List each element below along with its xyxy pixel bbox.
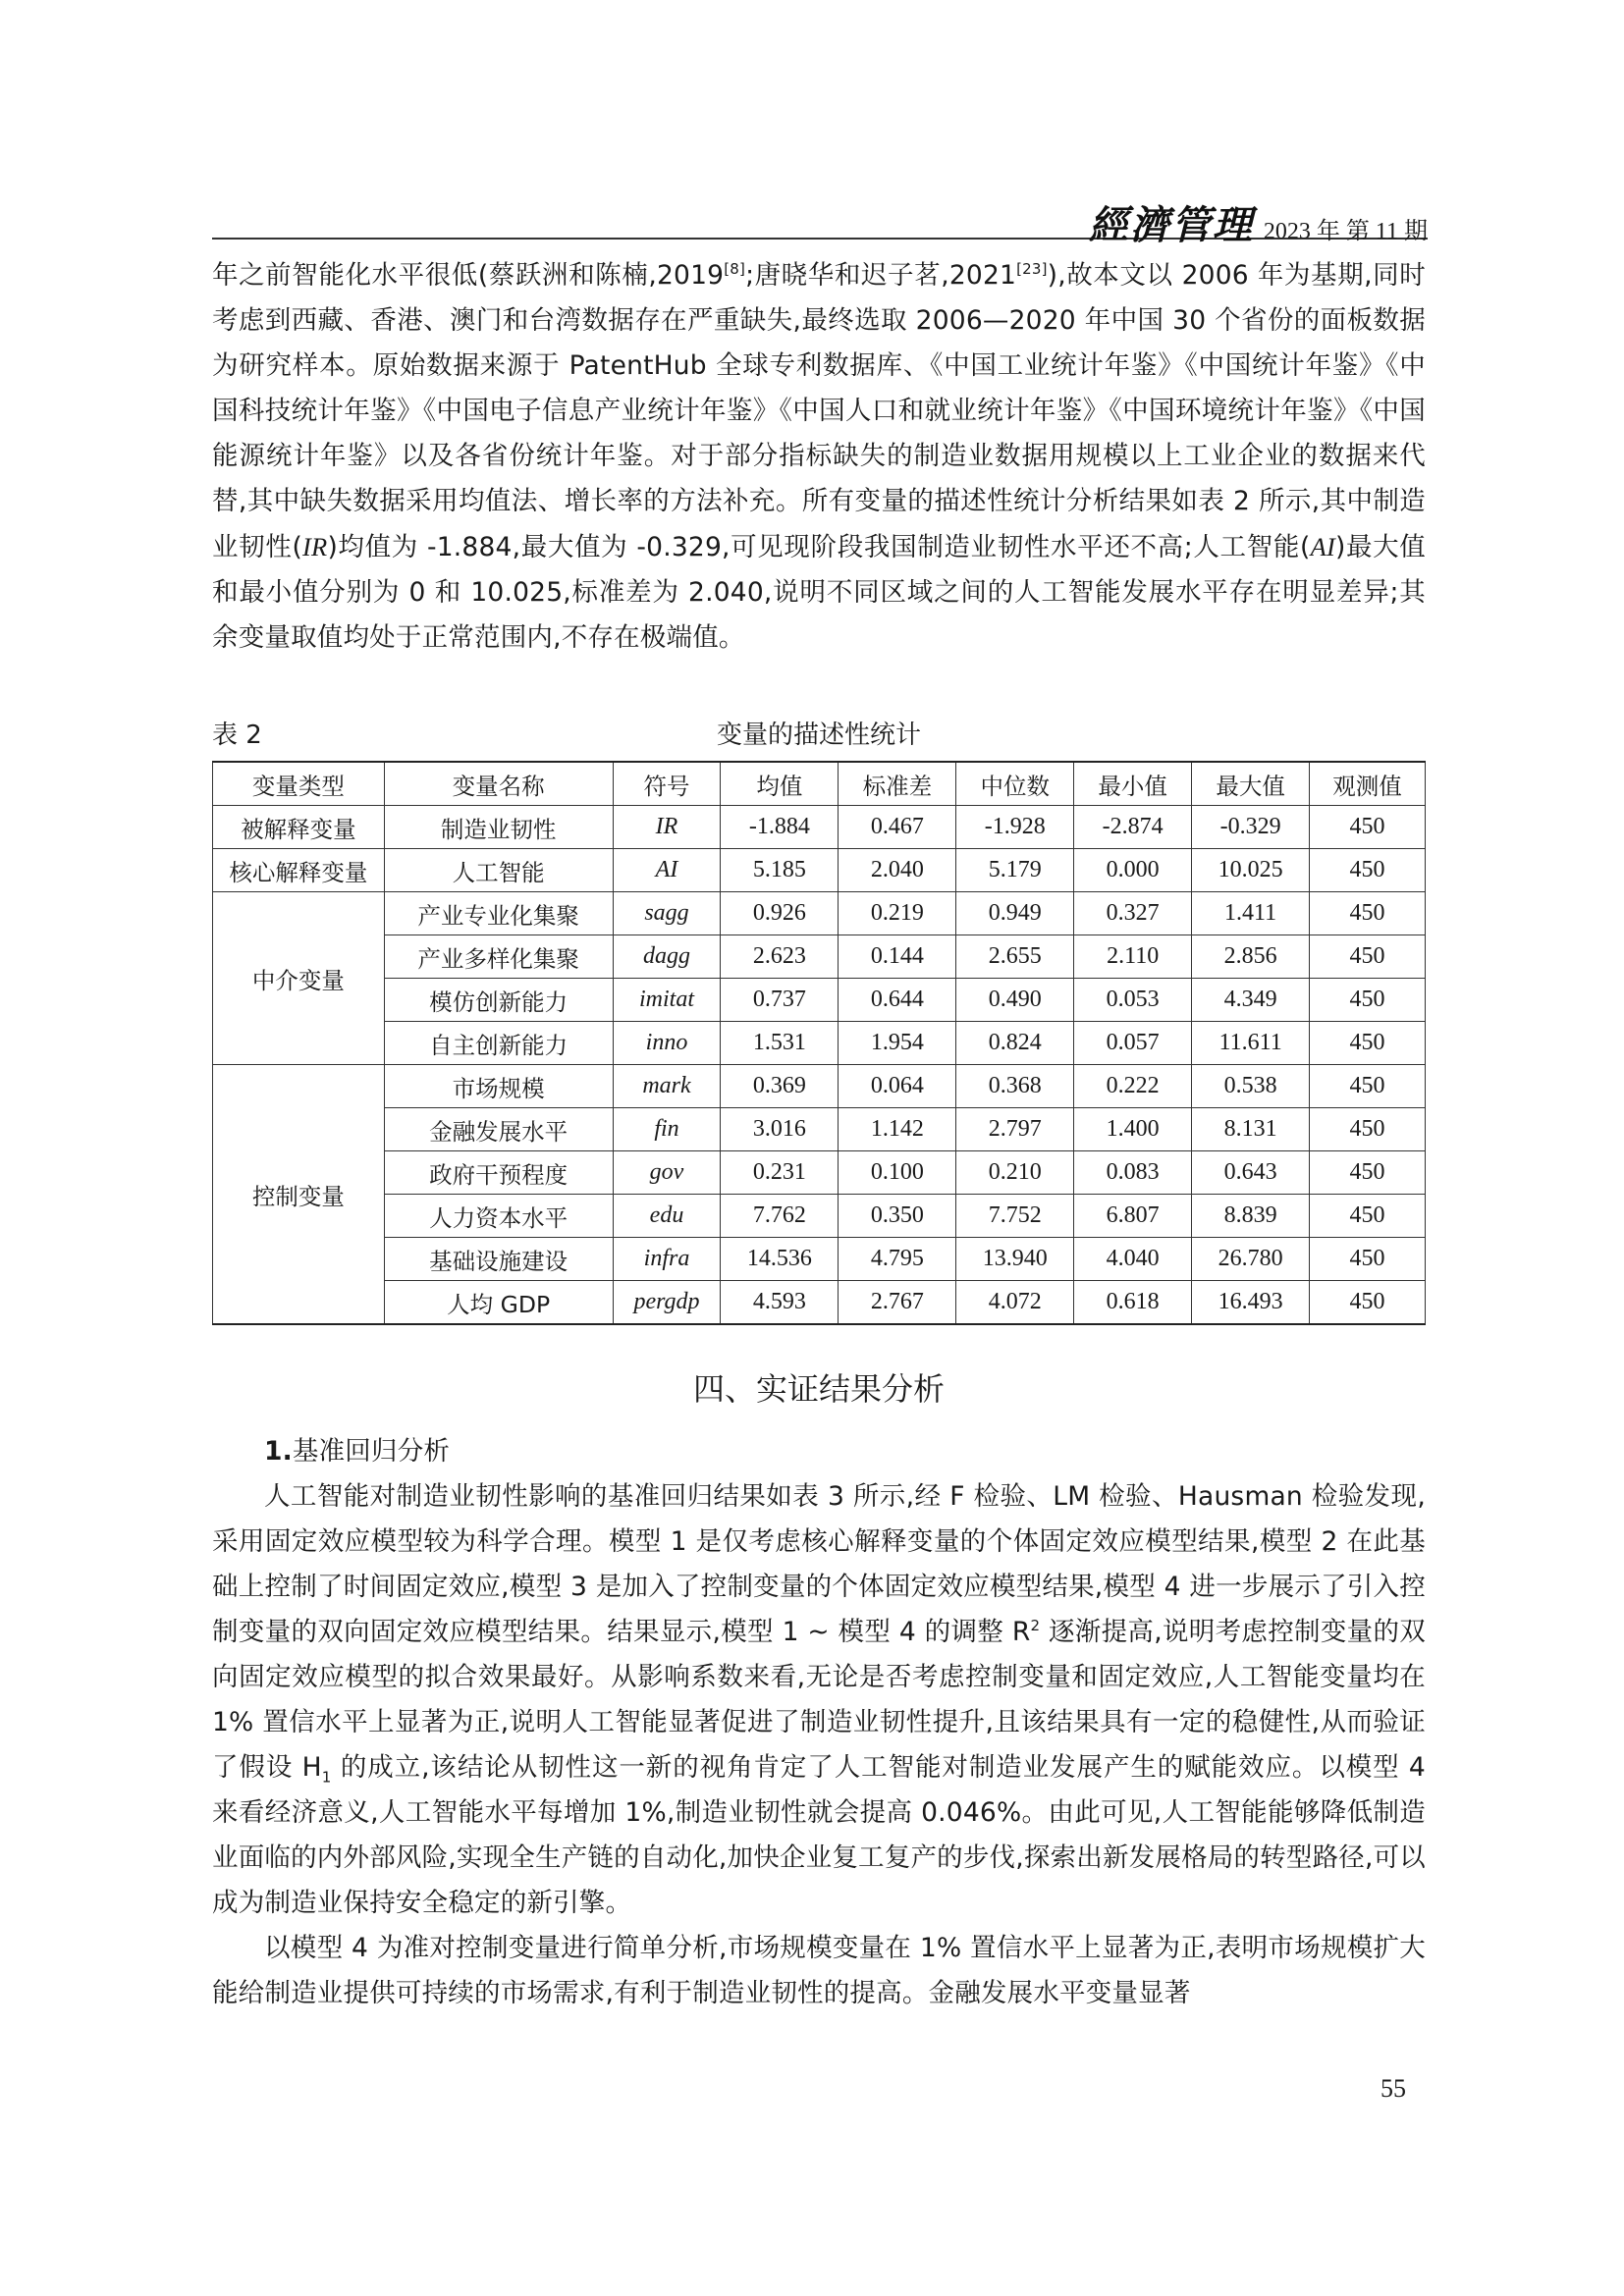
table-header-row: [213, 762, 1426, 806]
citation-ref: [8]: [724, 260, 746, 279]
obs-cell: 450: [1310, 935, 1426, 979]
var-name: 政府干预程度: [384, 1151, 613, 1195]
max-cell: 4.349: [1192, 979, 1310, 1022]
min-cell: 0.618: [1074, 1281, 1192, 1325]
issue-label: 2023 年 第 11 期: [1263, 219, 1428, 244]
mean-cell: 14.536: [721, 1238, 839, 1281]
var-name: 人均 GDP: [384, 1281, 613, 1325]
mean-cell: 0.926: [721, 892, 839, 935]
intro-part2: ;唐晓华和迟子茗,2021: [745, 260, 1017, 291]
var-name: 基础设施建设: [384, 1238, 613, 1281]
min-cell: 6.807: [1074, 1195, 1192, 1238]
obs-cell: 450: [1310, 806, 1426, 849]
para1-part-b: 逐渐提高,说明考虑控制变量的双向固定效应模型的拟合效果最好。从影响系数来看,无论是否考虑控制变量和固定效应,人工智能变量均在 1% 置信水平上显著为正,说明人工智能显著促进了制造业韧性提升,且该结果具有一定的稳健性,从而验证了假设 H: [212, 1617, 1426, 1783]
max-cell: 0.643: [1192, 1151, 1310, 1195]
median-cell: 0.210: [956, 1151, 1074, 1195]
descriptive-stats-table: [212, 761, 1426, 1325]
var-name: 产业专业化集聚: [384, 892, 613, 935]
journal-masthead: [1089, 194, 1428, 250]
sd-cell: 0.350: [839, 1195, 956, 1238]
obs-cell: 450: [1310, 892, 1426, 935]
col-header: 变量名称: [384, 762, 613, 806]
subsection-title: 基准回归分析: [292, 1436, 451, 1467]
mean-cell: 2.623: [721, 935, 839, 979]
obs-cell: 450: [1310, 1238, 1426, 1281]
sd-cell: 2.767: [839, 1281, 956, 1325]
page-number: 55: [1380, 2074, 1406, 2103]
obs-cell: 450: [1310, 1151, 1426, 1195]
median-cell: 7.752: [956, 1195, 1074, 1238]
var-symbol: dagg: [613, 935, 721, 979]
symbol-ai: AI: [1310, 532, 1335, 561]
var-symbol: IR: [613, 806, 721, 849]
para1-part-c: 的成立,该结论从韧性这一新的视角肯定了人工智能对制造业发展产生的赋能效应。以模型 4 来看经济意义,人工智能水平每增加 1%,制造业韧性就会提高 0.046%。由此可见,人工智能能够降低制造业面临的内外部风险,实现全生产链的自动化,加快企业复工复产的步伐,探索出新发展格局的转型路径,可以成为制造业保持安全稳定的新引擎。: [212, 1752, 1426, 1918]
max-cell: 1.411: [1192, 892, 1310, 935]
para1-part-a: 人工智能对制造业韧性影响的基准回归结果如表 3 所示,经 F 检验、LM 检验、Hausman 检验发现,采用固定效应模型较为科学合理。模型 1 是仅考虑核心解释变量的个体固定效应模型结果,模型 2 在此基础上控制了时间固定效应,模型 3 是加入了控制变量的个体固定效应模型结果,模型 4 进一步展示了引入控制变量的双向固定效应模型结果。结果显示,模型 1 ~ 模型 4 的调整 R: [212, 1481, 1426, 1647]
sd-cell: 0.644: [839, 979, 956, 1022]
min-cell: 0.053: [1074, 979, 1192, 1022]
min-cell: 0.057: [1074, 1022, 1192, 1065]
table-row: [213, 1065, 1426, 1108]
table-row: [213, 1238, 1426, 1281]
sd-cell: 0.219: [839, 892, 956, 935]
obs-cell: 450: [1310, 1065, 1426, 1108]
max-cell: 8.839: [1192, 1195, 1310, 1238]
var-name: 模仿创新能力: [384, 979, 613, 1022]
col-header: 变量类型: [213, 762, 385, 806]
sd-cell: 4.795: [839, 1238, 956, 1281]
min-cell: 0.222: [1074, 1065, 1192, 1108]
var-symbol: fin: [613, 1108, 721, 1151]
col-header: 最小值: [1074, 762, 1192, 806]
min-cell: -2.874: [1074, 806, 1192, 849]
min-cell: 0.327: [1074, 892, 1192, 935]
subsection-heading: [212, 1429, 1426, 1474]
group-cell: 核心解释变量: [213, 849, 385, 892]
var-symbol: infra: [613, 1238, 721, 1281]
sd-cell: 0.467: [839, 806, 956, 849]
sd-cell: 2.040: [839, 849, 956, 892]
intro-part5: )最大值和最小值分别为 0 和 10.025,标准差为 2.040,说明不同区域之间的人工智能发展水平存在明显差异;其余变量取值均处于正常范围内,不存在极端值。: [212, 532, 1426, 653]
journal-logo: 經濟管理: [1088, 202, 1254, 248]
table-row: [213, 935, 1426, 979]
median-cell: 5.179: [956, 849, 1074, 892]
superscript: 2: [1030, 1617, 1041, 1635]
mean-cell: 3.016: [721, 1108, 839, 1151]
var-symbol: sagg: [613, 892, 721, 935]
sd-cell: 1.954: [839, 1022, 956, 1065]
var-symbol: pergdp: [613, 1281, 721, 1325]
median-cell: 13.940: [956, 1238, 1074, 1281]
obs-cell: 450: [1310, 1281, 1426, 1325]
var-symbol: edu: [613, 1195, 721, 1238]
min-cell: 1.400: [1074, 1108, 1192, 1151]
mean-cell: 0.369: [721, 1065, 839, 1108]
table-row: [213, 849, 1426, 892]
median-cell: 4.072: [956, 1281, 1074, 1325]
intro-text: [212, 253, 1426, 661]
var-name: 人工智能: [384, 849, 613, 892]
max-cell: -0.329: [1192, 806, 1310, 849]
col-header: 最大值: [1192, 762, 1310, 806]
section-heading: 四、实证结果分析: [692, 1370, 945, 1408]
mean-cell: 0.231: [721, 1151, 839, 1195]
mean-cell: 4.593: [721, 1281, 839, 1325]
var-name: 自主创新能力: [384, 1022, 613, 1065]
obs-cell: 450: [1310, 1108, 1426, 1151]
group-cell: 中介变量: [213, 892, 385, 1065]
min-cell: 2.110: [1074, 935, 1192, 979]
obs-cell: 450: [1310, 849, 1426, 892]
median-cell: 2.655: [956, 935, 1074, 979]
median-cell: 0.949: [956, 892, 1074, 935]
table-caption: [212, 707, 1426, 752]
table-row: [213, 1195, 1426, 1238]
mean-cell: 7.762: [721, 1195, 839, 1238]
var-name: 人力资本水平: [384, 1195, 613, 1238]
min-cell: 4.040: [1074, 1238, 1192, 1281]
var-symbol: AI: [613, 849, 721, 892]
intro-paragraph: [212, 253, 1426, 661]
group-cell: 控制变量: [213, 1065, 385, 1325]
col-header: 中位数: [956, 762, 1074, 806]
median-cell: 0.824: [956, 1022, 1074, 1065]
subsection-number: 1.: [264, 1436, 293, 1467]
citation-ref: [23]: [1016, 260, 1048, 279]
sd-cell: 0.100: [839, 1151, 956, 1195]
max-cell: 2.856: [1192, 935, 1310, 979]
obs-cell: 450: [1310, 1195, 1426, 1238]
intro-part1: 年之前智能化水平很低(蔡跃洲和陈楠,2019: [212, 260, 725, 291]
col-header: 标准差: [839, 762, 956, 806]
obs-cell: 450: [1310, 1022, 1426, 1065]
col-header: 均值: [721, 762, 839, 806]
results-body: [212, 1429, 1426, 2016]
var-symbol: gov: [613, 1151, 721, 1195]
var-symbol: imitat: [613, 979, 721, 1022]
min-cell: 0.000: [1074, 849, 1192, 892]
table-row: [213, 1108, 1426, 1151]
table-row: [213, 892, 1426, 935]
mean-cell: 5.185: [721, 849, 839, 892]
table-number: 表 2: [212, 721, 262, 750]
var-name: 金融发展水平: [384, 1108, 613, 1151]
sd-cell: 0.144: [839, 935, 956, 979]
table-title: 变量的描述性统计: [716, 721, 921, 750]
table-row: [213, 1151, 1426, 1195]
max-cell: 16.493: [1192, 1281, 1310, 1325]
mean-cell: 0.737: [721, 979, 839, 1022]
sd-cell: 1.142: [839, 1108, 956, 1151]
median-cell: -1.928: [956, 806, 1074, 849]
median-cell: 0.490: [956, 979, 1074, 1022]
col-header: 符号: [613, 762, 721, 806]
var-symbol: mark: [613, 1065, 721, 1108]
var-name: 产业多样化集聚: [384, 935, 613, 979]
var-symbol: inno: [613, 1022, 721, 1065]
control-paragraph: 以模型 4 为准对控制变量进行简单分析,市场规模变量在 1% 置信水平上显著为正,表明市场规模扩大能给制造业提供可持续的市场需求,有利于制造业韧性的提高。金融发展水平变量显著: [212, 1933, 1426, 2008]
max-cell: 0.538: [1192, 1065, 1310, 1108]
col-header: 观测值: [1310, 762, 1426, 806]
median-cell: 2.797: [956, 1108, 1074, 1151]
group-cell: 被解释变量: [213, 806, 385, 849]
table-row: [213, 1022, 1426, 1065]
mean-cell: 1.531: [721, 1022, 839, 1065]
max-cell: 8.131: [1192, 1108, 1310, 1151]
max-cell: 11.611: [1192, 1022, 1310, 1065]
symbol-ir: IR: [302, 532, 328, 561]
table-row: [213, 806, 1426, 849]
max-cell: 26.780: [1192, 1238, 1310, 1281]
subscript: 1: [321, 1768, 332, 1787]
obs-cell: 450: [1310, 979, 1426, 1022]
intro-part3: ),故本文以 2006 年为基期,同时考虑到西藏、香港、澳门和台湾数据存在严重缺失,最终选取 2006—2020 年中国 30 个省份的面板数据为研究样本。原始数据来源于 PatentHub 全球专利数据库、《中国工业统计年鉴》《中国统计年鉴》《中国科技统计年鉴》《中国电子信息产业统计年鉴》《中国人口和就业统计年鉴》《中国环境统计年鉴》《中国能源统计年鉴》以及各省份统计年鉴。对于部分指标缺失的制造业数据用规模以上工业企业的数据来代替,其中缺失数据采用均值法、增长率的方法补充。所有变量的描述性统计分析结果如表 2 所示,其中制造业韧性(: [212, 260, 1426, 562]
baseline-paragraph: [212, 1474, 1426, 1926]
mean-cell: -1.884: [721, 806, 839, 849]
var-name: 市场规模: [384, 1065, 613, 1108]
table-row: [213, 1281, 1426, 1325]
intro-part4: )均值为 -1.884,最大值为 -0.329,可见现阶段我国制造业韧性水平还不高;人工智能(: [327, 532, 1311, 562]
table-row: [213, 979, 1426, 1022]
running-header: [212, 188, 1428, 248]
var-name: 制造业韧性: [384, 806, 613, 849]
max-cell: 10.025: [1192, 849, 1310, 892]
min-cell: 0.083: [1074, 1151, 1192, 1195]
median-cell: 0.368: [956, 1065, 1074, 1108]
sd-cell: 0.064: [839, 1065, 956, 1108]
